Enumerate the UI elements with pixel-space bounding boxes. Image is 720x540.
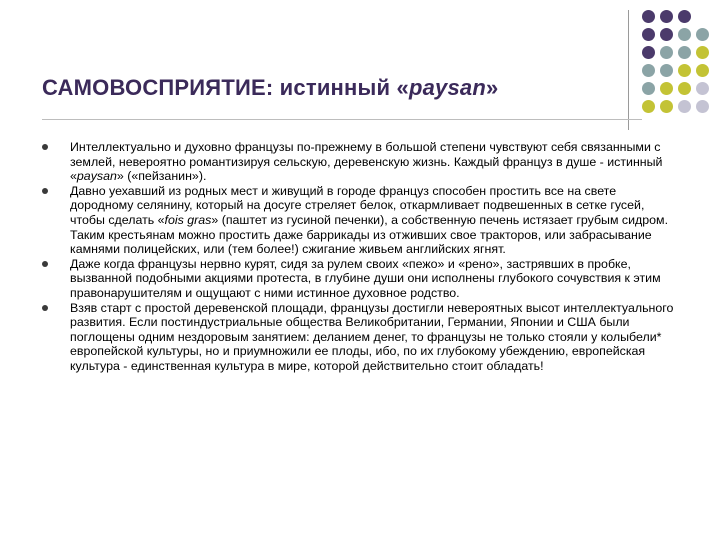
decor-dot bbox=[642, 64, 655, 77]
vertical-divider bbox=[628, 10, 629, 130]
bullet-text-part: Даже когда французы нервно курят, сидя за рулем своих «пежо» и «рено», застрявших в пробке, вызванной подобными акциями протеста, в глубине души они исполнены глубокого сочувствия к этим правонарушителям и ощущают с ними истинное духовное родство. bbox=[70, 256, 661, 300]
decor-dot bbox=[642, 28, 655, 41]
decor-dot bbox=[660, 100, 673, 113]
decor-dot bbox=[696, 46, 709, 59]
title-text: САМОВОСПРИЯТИЕ: истинный « bbox=[42, 75, 409, 100]
bullet-icon bbox=[42, 188, 48, 194]
bullet-text-part: » (паштет из гусиной печенки), а собственную печень истязает грубым сидром. Таким крестьянам можно простить даже баррикады из отживших свое тракторов, или забрасывание камнями полицейских, или (тем более!) сжигание живьем английских ягнят. bbox=[70, 212, 669, 257]
bullet-item bbox=[42, 301, 682, 374]
bullet-italic-term: paysan bbox=[76, 169, 117, 184]
decor-dot bbox=[660, 82, 673, 95]
bullet-item bbox=[42, 140, 682, 184]
decor-dot bbox=[678, 82, 691, 95]
slide-title bbox=[42, 75, 622, 101]
bullet-icon bbox=[42, 305, 48, 311]
decor-dot bbox=[696, 82, 709, 95]
bullet-italic-term: fois gras bbox=[164, 212, 212, 227]
bullet-item bbox=[42, 184, 682, 257]
decor-dot bbox=[678, 64, 691, 77]
title-italic-term: paysan bbox=[408, 75, 487, 100]
decor-dot bbox=[660, 10, 673, 23]
decorative-dot-grid bbox=[640, 10, 714, 120]
bullet-icon bbox=[42, 144, 48, 150]
bullet-text-part: Взяв старт с простой деревенской площади, французы достигли невероятных высот интеллектуального развития. Если постиндустриальные общества Великобритании, Германии, Японии и США были поглощены одним нездоровым занятием: деланием денег, то французы не только стояли у колыбели* европейской культуры, но и приумножили ее плоды, ибо, по их глубокому убеждению, европейская культура - единственная культура в мире, которой действительно стоит обладать! bbox=[70, 300, 674, 373]
decor-dot bbox=[678, 46, 691, 59]
decor-dot bbox=[696, 100, 709, 113]
bullet-icon bbox=[42, 261, 48, 267]
decor-dot bbox=[660, 46, 673, 59]
decor-dot bbox=[678, 100, 691, 113]
decor-dot bbox=[642, 82, 655, 95]
decor-dot bbox=[696, 28, 709, 41]
bullet-text bbox=[70, 301, 673, 373]
decor-dot bbox=[678, 10, 691, 23]
bullet-list bbox=[42, 140, 682, 374]
bullet-text bbox=[70, 140, 662, 183]
decor-dot bbox=[642, 46, 655, 59]
bullet-item bbox=[42, 257, 682, 301]
title-closing-quote: » bbox=[486, 75, 499, 100]
decor-dot bbox=[642, 100, 655, 113]
bullet-text-part: Давно уехавший из родных мест и живущий в городе француз способен простить все на свете дородному селянину, который на досуге стреляет белок, откармливает подвешенных в сетке гусей, чтобы сделать « bbox=[70, 183, 645, 227]
bullet-text bbox=[70, 257, 661, 300]
decor-dot bbox=[696, 64, 709, 77]
bullet-text-part: » («пейзанин»). bbox=[116, 169, 207, 184]
decor-dot bbox=[660, 64, 673, 77]
bullet-text-part: Интеллектуально и духовно французы по-прежнему в большой степени чувствуют себя связанными с землей, невероятно романтизируя сельскую, деревенскую жизнь. Каждый француз в душе - истинный « bbox=[70, 140, 663, 184]
bullet-text bbox=[70, 184, 668, 256]
title-underline bbox=[42, 119, 642, 120]
decor-dot bbox=[660, 28, 673, 41]
decor-dot bbox=[642, 10, 655, 23]
decor-dot bbox=[678, 28, 691, 41]
